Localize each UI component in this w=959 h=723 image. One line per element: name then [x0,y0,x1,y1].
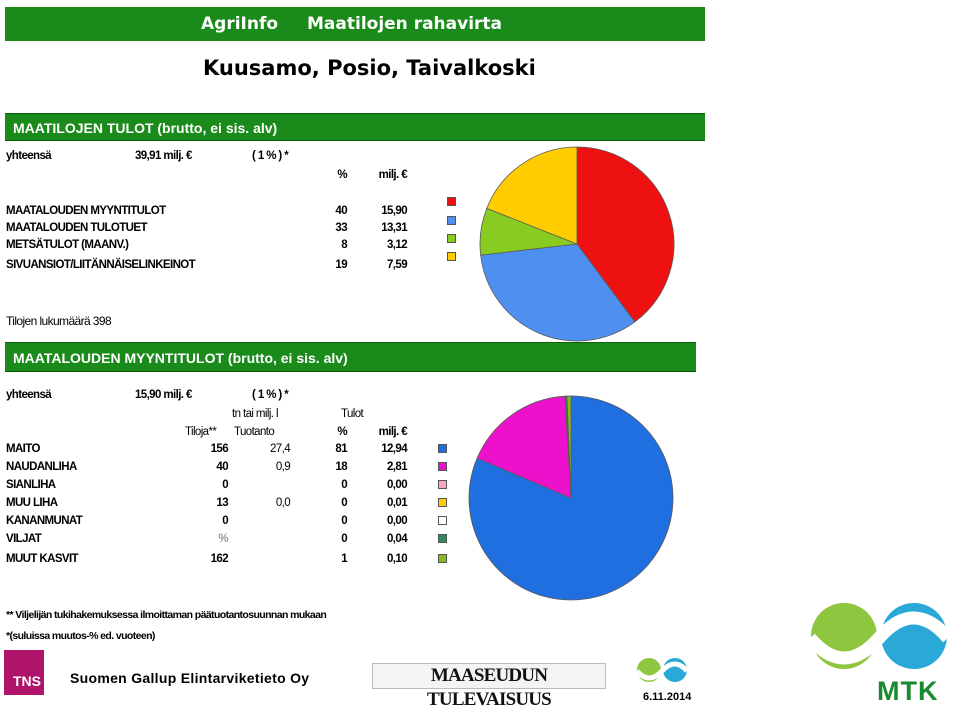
s2-row-pct: 1 [341,553,347,565]
s1-row-label: MAATALOUDEN MYYNTITULOT [6,205,166,217]
s1-legend-swatch [447,197,456,206]
s2-row-label: NAUDANLIHA [6,461,77,473]
s2-col-meur: milj. € [378,426,407,438]
region-title: Kuusamo, Posio, Taivalkoski [203,56,536,80]
s2-legend-swatch [438,444,447,453]
s2-row-meur: 0,00 [387,479,407,491]
s2-row [0,553,470,567]
s2-row [0,533,470,547]
mtk-logo-text: MTK [877,676,939,706]
s2-row [0,461,470,475]
s1-row-meur: 13,31 [381,222,407,234]
s1-total-value: 39,91 milj. € [135,150,192,162]
s2-row-label: MAITO [6,443,40,455]
s2-row-label: VILJAT [6,533,42,545]
s2-row-tuotanto: 0,0 [275,497,290,509]
gallup-company: Suomen Gallup Elintarviketieto Oy [70,670,310,686]
s2-hdr-tuotanto: Tuotanto [234,426,275,438]
s2-legend-swatch [438,534,447,543]
s2-row-label: KANANMUNAT [6,515,83,527]
income-pie-chart [478,145,676,343]
s1-legend-swatch [447,252,456,261]
section2-title: MAATALOUDEN MYYNTITULOT (brutto, ei sis. alv) [5,342,696,372]
income-pie-svg [478,145,676,343]
s1-legend-swatch [447,216,456,225]
s2-row-tiloja: 156 [210,443,228,455]
s1-row-meur: 3,12 [387,239,407,251]
s2-col-pct: % [337,426,347,438]
s1-row [0,239,470,253]
s2-row-meur: 0,01 [387,497,407,509]
s2-row-tuotanto: 0,9 [275,461,290,473]
s2-row-label: SIANLIHA [6,479,56,491]
s1-row-pct: 33 [335,222,347,234]
s2-row-pct: 0 [341,533,347,545]
s2-row-tiloja: 13 [216,497,228,509]
s2-total-value: 15,90 milj. € [135,389,192,401]
s1-row-label: MAATALOUDEN TULOTUET [6,222,147,234]
s1-row-pct: 40 [335,205,347,217]
s1-row-label: SIVUANSIOT/LIITÄNNÄISELINKEINOT [6,259,196,271]
s1-total-change: ( 1 % ) * [252,150,289,162]
app-name: AgriInfo [201,14,279,34]
s2-row-meur: 12,94 [381,443,407,455]
footnote-1: ** Viljelijän tukihakemuksessa ilmoittaman päätuotantosuunnan mukaan [6,609,327,621]
tns-logo [4,650,44,695]
s2-hdr-tiloja: Tiloja** [185,426,217,438]
s1-row-meur: 15,90 [381,205,407,217]
s1-total-label: yhteensä [6,150,52,162]
section1-title: MAATILOJEN TULOT (brutto, ei sis. alv) [5,113,705,141]
s2-row-label: MUUT KASVIT [6,553,78,565]
s1-row [0,259,470,273]
s2-row-pct: 0 [341,497,347,509]
s2-total-change: ( 1 % ) * [252,389,289,401]
s2-hdr-tulot: Tulot [341,408,364,420]
s2-legend-swatch [438,554,447,563]
farm-count: Tilojen lukumäärä 398 [6,314,112,328]
s2-row-pct: 81 [335,443,347,455]
sales-pie-svg [467,394,675,602]
maaseudun-tulevaisuus-logo: MAASEUDUN TULEVAISUUS [372,663,606,689]
s1-row-meur: 7,59 [387,259,407,271]
s2-legend-swatch [438,498,447,507]
s2-row-meur: 0,00 [387,515,407,527]
s1-row-label: METSÄTULOT (MAANV.) [6,239,129,251]
s1-col-meur: milj. € [378,169,407,181]
mtk-logo-icon [806,598,952,679]
report-date: 6.11.2014 [643,691,692,703]
s2-hdr-unit: tn tai milj. l [232,408,278,420]
footnote-2: *(suluissa muutos-% ed. vuoteen) [6,630,155,642]
s2-row-meur: 0,04 [387,533,407,545]
s2-row-meur: 0,10 [387,553,407,565]
s2-row-pct: 0 [341,515,347,527]
tns-logo-text: TNS [13,673,41,689]
sales-pie-chart [467,394,675,602]
s2-row-tiloja: 0 [222,515,228,527]
s2-row-pct: 18 [335,461,347,473]
s1-row-pct: 19 [335,259,347,271]
s2-legend-swatch [438,480,447,489]
s2-row-tiloja: % [218,533,228,545]
s2-row [0,515,470,529]
s2-row [0,497,470,511]
s2-row-pct: 0 [341,479,347,491]
s2-total-label: yhteensä [6,389,52,401]
s1-col-pct: % [337,169,347,181]
report-title: Maatilojen rahavirta [307,14,503,34]
mtk-small-logo-icon [634,655,690,690]
header-bar [5,7,705,41]
s1-legend-swatch [447,234,456,243]
s2-row [0,443,470,457]
s2-row-tiloja: 162 [210,553,228,565]
s2-row-label: MUU LIHA [6,497,58,509]
s2-row-tiloja: 0 [222,479,228,491]
s2-row [0,479,470,493]
s2-legend-swatch [438,516,447,525]
s2-row-tuotanto: 27,4 [270,443,290,455]
s1-row [0,205,470,219]
s2-legend-swatch [438,462,447,471]
s2-row-tiloja: 40 [216,461,228,473]
s1-row [0,222,470,236]
s1-row-pct: 8 [341,239,347,251]
s2-row-meur: 2,81 [387,461,407,473]
